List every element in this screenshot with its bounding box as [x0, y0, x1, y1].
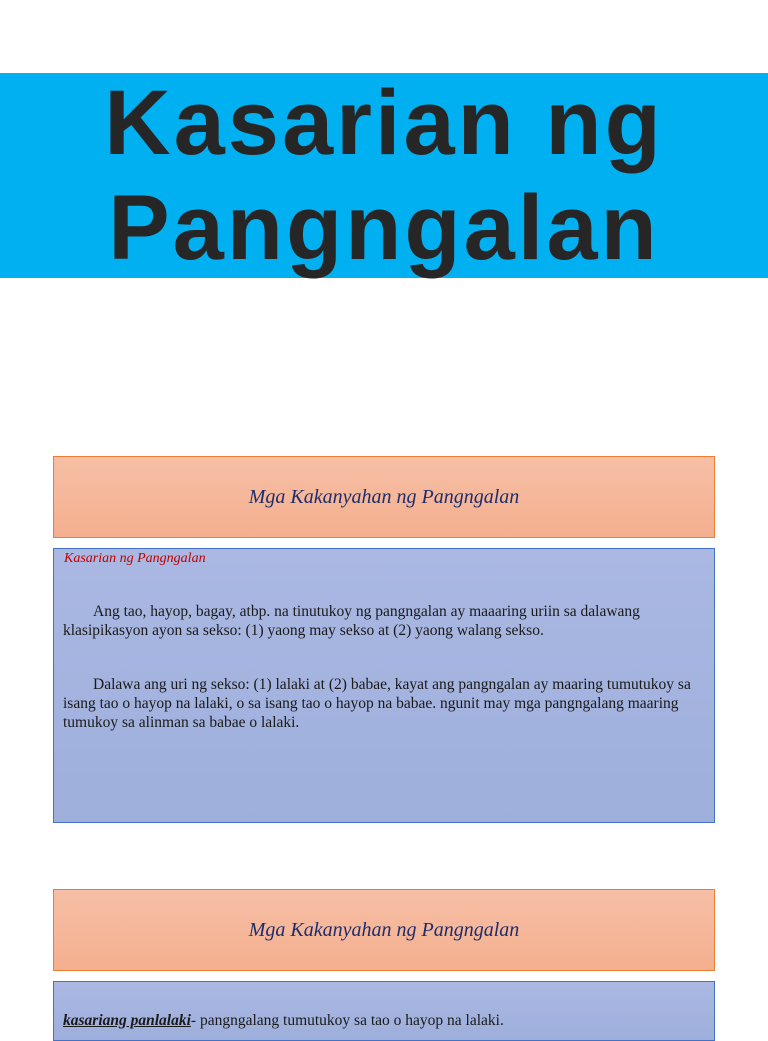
title-line-2: Pangngalan: [108, 176, 660, 279]
title-banner: [0, 73, 768, 278]
card1-header: [53, 456, 715, 538]
card1-body: [53, 548, 715, 823]
card1-paragraph-1: Ang tao, hayop, bagay, atbp. na tinutukoy ng pangngalan ay maaaring uriin sa dalawang klasipikasyon ayon sa sekso: (1) yaong may sekso at (2) yaong walang sekso.: [63, 603, 640, 639]
card2-definition: - pangngalang tumutukoy sa tao o hayop na lalaki.: [190, 1012, 504, 1029]
card2-definition-line: [63, 1012, 504, 1030]
card1-subtitle: Kasarian ng Pangngalan: [64, 551, 206, 566]
title-line-1: Kasarian ng: [104, 71, 664, 174]
card1-paragraph-2: Dalawa ang uri ng sekso: (1) lalaki at (2) babae, kayat ang pangngalan ay maaring tumutukoy sa isang tao o hayop na lalaki, o sa isang tao o hayop na babae. ngunit may mga pangngalang maaring tumukoy sa alinman sa babae o lalaki.: [63, 676, 691, 731]
card1-header-text: Mga Kakanyahan ng Pangngalan: [248, 485, 520, 508]
card2-header-text: Mga Kakanyahan ng Pangngalan: [248, 918, 520, 941]
card2-body: [53, 981, 715, 1041]
card2-header: [53, 889, 715, 971]
page-title: [104, 71, 664, 281]
card2-term: kasariang panlalaki: [63, 1012, 191, 1029]
